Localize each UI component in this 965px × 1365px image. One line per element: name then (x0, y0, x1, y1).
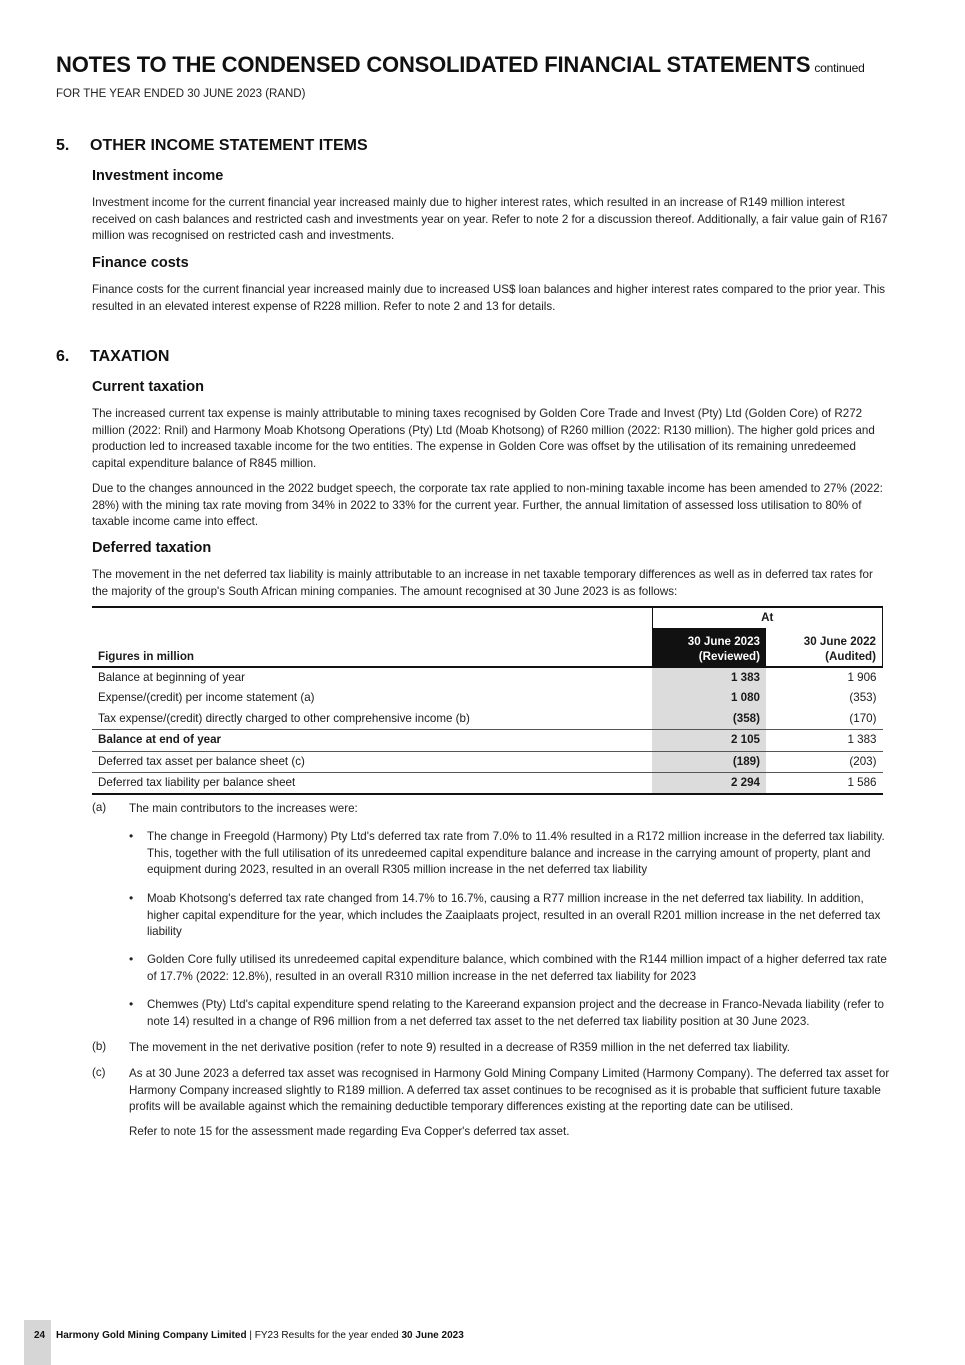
table-header-2022-line1: 30 June 2022 (803, 635, 876, 648)
section-5-title: OTHER INCOME STATEMENT ITEMS (90, 137, 368, 154)
row-value-2023: 2 294 (652, 773, 766, 795)
table-header-at-row (92, 607, 883, 628)
row-value-2022: (203) (766, 751, 883, 772)
row-label: Balance at end of year (92, 730, 652, 751)
note-c-text: As at 30 June 2023 a deferred tax asset was recognised in Harmony Gold Mining Company Limited (Harmony Company). The deferred tax asset for Harmony Company increased slightly to R189 million. A deferred tax asset continues to be recognised as it is probable that sufficient future taxable profits will be available against which the remaining deductible temporary differences existing at the reporting date can be utilised. (129, 1067, 890, 1114)
continued-label: continued (814, 61, 865, 75)
bullet-marker: • (129, 952, 134, 966)
bullet-marker: • (129, 891, 134, 905)
finance-costs-heading: Finance costs (92, 255, 189, 271)
note-a-text: The main contributors to the increases were: (129, 802, 358, 815)
table-header-2023-line1: 30 June 2023 (687, 635, 760, 648)
row-value-2023: 1 383 (652, 667, 766, 688)
row-value-2022: (170) (766, 709, 883, 730)
footer-report: FY23 Results for the year ended (254, 1330, 399, 1341)
page-title-text: NOTES TO THE CONDENSED CONSOLIDATED FINANCIAL STATEMENTS (56, 52, 811, 77)
table-header-2023 (652, 628, 766, 667)
finance-costs-text: Finance costs for the current financial year increased mainly due to increased US$ loan balances and higher interest rates compared to the prior year. This resulted in an elevated interest expense of R228 million. Refer to note 2 and 13 for details. (92, 283, 886, 313)
table-row (92, 751, 883, 772)
section-5-number: 5. (56, 137, 70, 154)
bullet-text-4: Chemwes (Pty) Ltd's capital expenditure spend relating to the Kareerand expansion project and the decrease in Franco-Nevada liability (refer to note 14) resulted in a change of R96 million from a net deferred tax asset to the net deferred tax liability position at 30 June 2023. (147, 998, 884, 1028)
footer-text (56, 1330, 464, 1341)
table-row (92, 773, 883, 795)
row-value-2022: 1 906 (847, 671, 877, 684)
table-row (92, 688, 883, 708)
row-label: Expense/(credit) per income statement (a) (98, 691, 315, 705)
page-subtitle: FOR THE YEAR ENDED 30 JUNE 2023 (RAND) (56, 88, 306, 100)
bullet-text-1: The change in Freegold (Harmony) Pty Ltd's deferred tax rate from 7.0% to 11.4% resulted in a R172 million increase in the deferred tax liability. This, together with the full utilisation of its unredeemed capital expenditure balance and increase in the carrying amount of property, plant and equipment during 2023, resulted in an overall R305 million increase in the net deferred tax liability (147, 830, 885, 877)
table-row-total (92, 730, 883, 751)
note-b-text: The movement in the net derivative position (refer to note 9) resulted in a decrease of R359 million in the net deferred tax liability. (129, 1041, 790, 1054)
row-value-2022: (353) (849, 691, 877, 705)
table-header-figures: Figures in million (92, 628, 652, 667)
footer-company: Harmony Gold Mining Company Limited (56, 1330, 247, 1341)
row-value-2022: 1 383 (766, 730, 883, 751)
section-6-title: TAXATION (90, 348, 170, 365)
page-title (56, 52, 865, 78)
section-5-heading (56, 137, 368, 155)
bullet-marker: • (129, 829, 134, 843)
footer-separator: | (249, 1330, 252, 1341)
row-label: Deferred tax liability per balance sheet (92, 773, 652, 795)
note-a-label: (a) (92, 801, 107, 814)
table-header-2022-line2: (Audited) (825, 650, 876, 663)
bullet-marker: • (129, 997, 134, 1011)
row-label: Balance at beginning of year (98, 671, 245, 684)
footer-tab (24, 1320, 51, 1365)
deferred-taxation-text: The movement in the net deferred tax liability is mainly attributable to an increase in net taxable temporary differences as well as in deferred tax rates for the majority of the group's South African mining companies. The amount recognised at 30 June 2023 is as follows: (92, 568, 873, 598)
footer-date: 30 June 2023 (401, 1330, 464, 1341)
row-label: Deferred tax asset per balance sheet (c) (92, 751, 652, 772)
current-taxation-para-2: Due to the changes announced in the 2022 budget speech, the corporate tax rate applied to non-mining taxable income has been amended to 27% (2022: 28%) with the mining tax rate moving from 34% in 2022 to 33% for the current year. Further, the annual limitation of assessed loss utilisation to 80% of taxable income came into effect. (92, 482, 883, 529)
section-6-number: 6. (56, 348, 70, 365)
page-number: 24 (34, 1330, 46, 1341)
table-row (92, 667, 883, 688)
section-6-heading (56, 348, 169, 366)
note-b-label: (b) (92, 1040, 107, 1053)
bullet-text-3: Golden Core fully utilised its unredeemed capital expenditure balance, which combined with the R144 million impact of a higher deferred tax rate of 17.7% (2022: 12.8%), resulted in an overall R310 million increase in the net deferred tax liability for 2023 (147, 953, 887, 983)
current-taxation-para-1: The increased current tax expense is mainly attributable to mining taxes recognised by Golden Core Trade and Invest (Pty) Ltd (Golden Core) of R272 million (2022: Rnil) and Harmony Moab Khotsong Operations (Pty) Ltd (Moab Khotsong) of R260 million (2022: R130 million). The higher gold prices and production led to increased taxable income for the two entities. The expense in Golden Core was offset by the utilisation of its remaining unredeemed capital expenditure balance of R845 million. (92, 407, 875, 470)
note-c-label: (c) (92, 1066, 106, 1079)
row-value-2022: 1 586 (766, 773, 883, 795)
row-value-2023: (358) (652, 709, 766, 730)
table-header-blank (92, 607, 652, 628)
current-taxation-heading: Current taxation (92, 379, 204, 395)
note-c-text-2: Refer to note 15 for the assessment made regarding Eva Copper's deferred tax asset. (129, 1125, 570, 1138)
page-footer (24, 1320, 965, 1365)
investment-income-text: Investment income for the current financial year increased mainly due to higher interest rates, which resulted in an increase of R149 million interest received on cash balances and restricted cash and investments year on year. Refer to note 2 for a discussion thereof. Additionally, a fair value gain of R167 million was recognised on restricted cash and investments. (92, 196, 888, 243)
table-header-at: At (652, 607, 883, 628)
table-header-2023-line2: (Reviewed) (698, 650, 760, 663)
deferred-taxation-heading: Deferred taxation (92, 540, 212, 556)
row-value-2023: 2 105 (652, 730, 766, 751)
table-header-row (92, 628, 883, 667)
table-row (92, 709, 883, 730)
row-label: Tax expense/(credit) directly charged to other comprehensive income (b) (92, 709, 652, 730)
investment-income-heading: Investment income (92, 168, 224, 184)
row-value-2023: (189) (652, 751, 766, 772)
table-header-2022 (766, 628, 883, 667)
bullet-text-2: Moab Khotsong's deferred tax rate changed from 14.7% to 16.7%, causing a R77 million increase in the net deferred tax liability. In addition, higher capital expenditure for the year, which includes the Zaaiplaats project, resulted in an overall R201 million increase in the net deferred tax liability (147, 892, 881, 939)
row-value-2023: 1 080 (652, 688, 766, 708)
deferred-tax-table (92, 606, 883, 795)
